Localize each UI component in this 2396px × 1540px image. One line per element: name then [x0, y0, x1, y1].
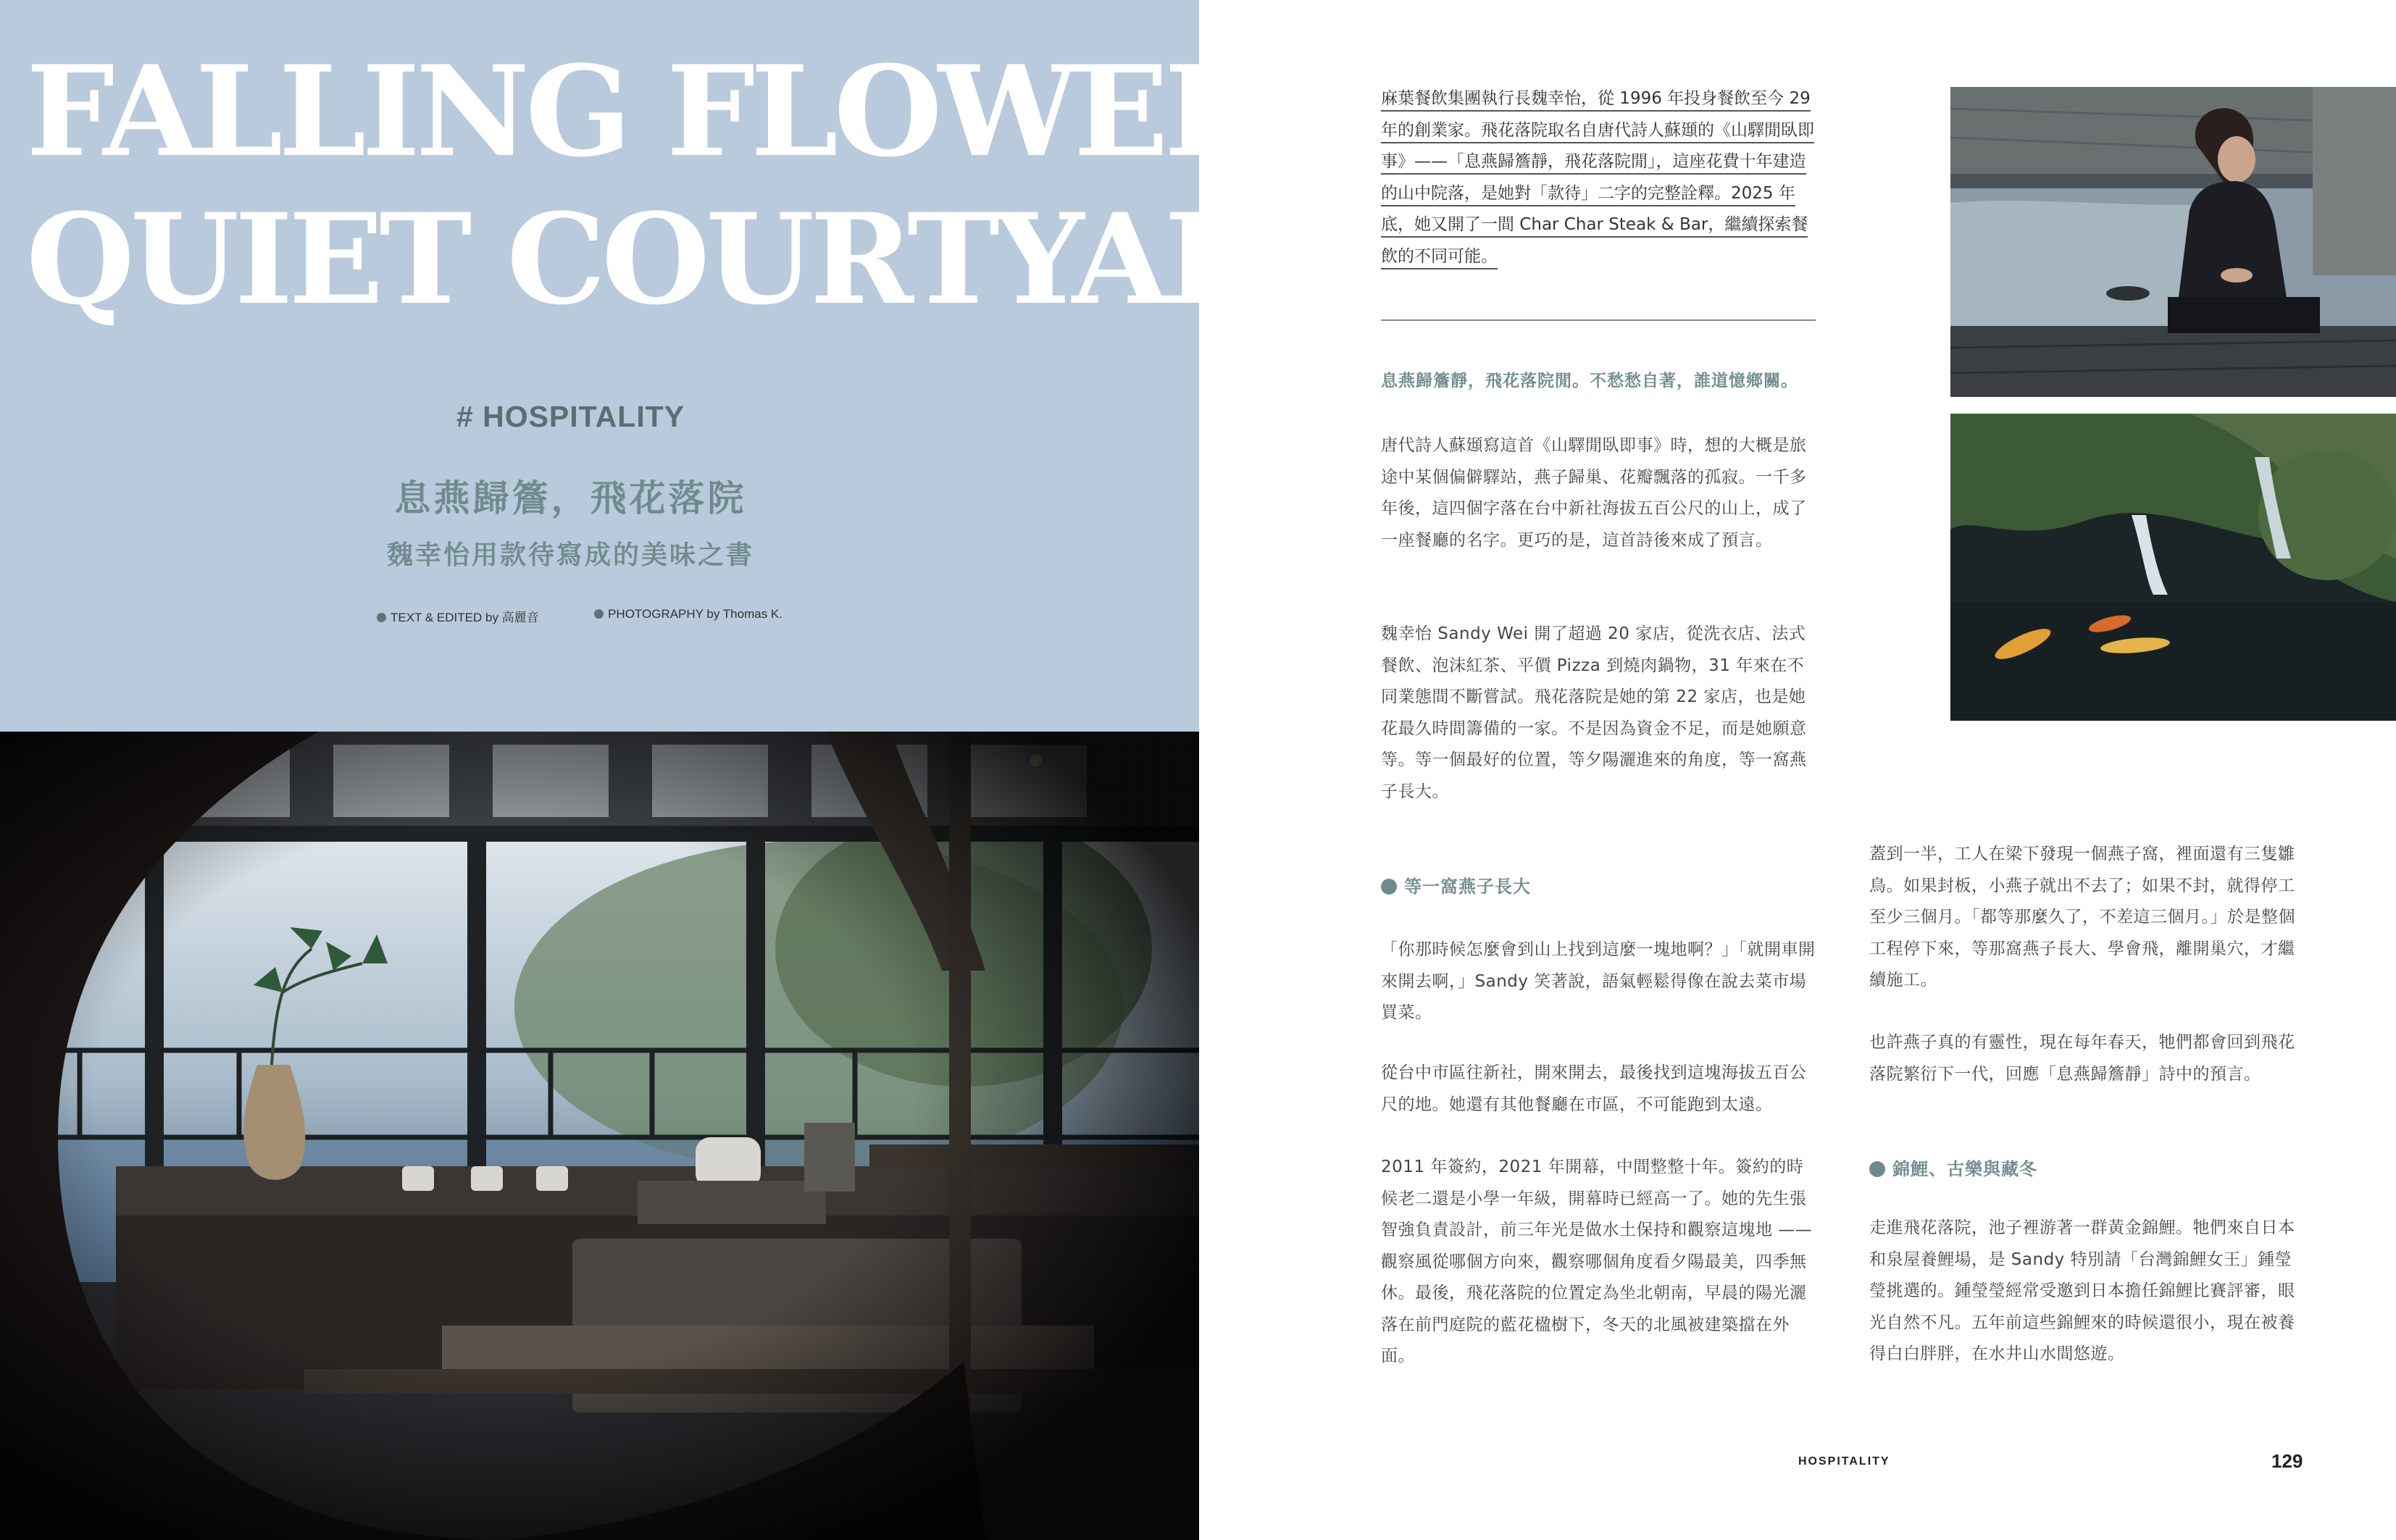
bullet-dot-icon [1869, 1161, 1885, 1177]
section-heading-swallows: 等一窩燕子長大 [1381, 872, 1531, 897]
koi-pond-photo [1950, 414, 2396, 721]
page-title [26, 38, 1384, 333]
body-paragraph-8: 走進飛花落院，池子裡游著一群黃金錦鯉。牠們來自日本和泉屋養鯉場，是 Sandy 特別請「台灣錦鯉女王」鍾瑩瑩挑選的。鍾瑩瑩經常受邀到日本擔任錦鯉比賽評審，眼光自然不凡。五年前這些錦鯉來的時候還很小，現在被養得白白胖胖，在水井山水間悠遊。 [1869, 1218, 2295, 1363]
bullet-dot-icon [1381, 879, 1397, 895]
credit-photo: PHOTOGRAPHY by Thomas K. [594, 607, 782, 625]
category-tag: # HOSPITALITY [456, 400, 685, 433]
body-paragraph-2: 魏幸怡 Sandy Wei 開了超過 20 家店，從洗衣店、法式餐飲、泡沫紅茶、平價 Pizza 到燒肉鍋物，31 年來在不同業態間不斷嘗試。飛花落院是她的第 22 家店，也是她花最久時間籌備的一家。不是因為資金不足，而是她願意等。等一個最好的位置，等夕陽灑進來的角度，等一窩燕子長大。 [1381, 624, 1807, 801]
divider [1381, 319, 1816, 321]
restaurant-interior-photo [0, 732, 1199, 1540]
portrait-photo [1950, 87, 2396, 397]
restaurant-interior-image [0, 732, 1199, 1540]
headline: 息燕歸簷，飛花落院 [394, 477, 747, 519]
subheadline: 魏幸怡用款待寫成的美味之書 [386, 540, 754, 570]
page-number: 129 [2271, 1450, 2303, 1472]
pull-quote: 息燕歸簷靜，飛花落院閒。不愁愁自著，誰道憶鄉關。 [1381, 372, 1798, 390]
body-paragraph-5: 2011 年簽約，2021 年開幕，中間整整十年。簽約的時候老二還是小學一年級，開幕時已經高一了。她的先生張智強負責設計，前三年光是做水土保持和觀察這塊地 —— 觀察風從哪個方向來，觀察哪個角度看夕陽最美，四季無休。最後，飛花落院的位置定為坐北朝南，早晨的陽光灑落在前門庭院的藍花楹樹下，冬天的北風被建築擋在外面。 [1381, 1158, 1813, 1365]
section-heading-koi: 錦鯉、古樂與藏冬 [1869, 1155, 2037, 1180]
body-paragraph-3: 「你那時候怎麼會到山上找到這麼一塊地啊？」「就開車開來開去啊，」Sandy 笑著說，語氣輕鬆得像在說去菜市場買菜。 [1381, 940, 1816, 1022]
body-paragraph-7: 也許燕子真的有靈性，現在每年春天，牠們都會回到飛花落院繁衍下一代，回應「息燕歸簷靜」詩中的預言。 [1869, 1033, 2295, 1084]
koi-pond-image [1950, 414, 2396, 721]
credit-text: TEXT & EDITED by 高麗音 [377, 607, 539, 625]
body-paragraph-6: 蓋到一半，工人在梁下發現一個燕子窩，裡面還有三隻雛鳥。如果封板，小燕子就出不去了；如果不封，就得停工至少三個月。「都等那麼久了，不差這三個月。」於是整個工程停下來，等那窩燕子長大、學會飛，離開巢穴，才繼續施工。 [1869, 845, 2295, 989]
credits [377, 607, 782, 625]
bullet-dot-icon [377, 613, 386, 622]
title-line-1: FALLING FLOWERS, [26, 38, 1384, 185]
right-page [1199, 0, 2396, 1540]
hero-title-block [0, 0, 1384, 732]
footer-section-label: HOSPITALITY [1798, 1455, 1890, 1468]
portrait-image [1950, 87, 2396, 397]
bullet-dot-icon [594, 609, 604, 619]
body-paragraph-1: 唐代詩人蘇頲寫這首《山驛閒臥即事》時，想的大概是旅途中某個偏僻驛站，燕子歸巢、花瓣飄落的孤寂。一千多年後，這四個字落在台中新社海拔五百公尺的山上，成了一座餐廳的名字。更巧的是，這首詩後來成了預言。 [1381, 436, 1807, 550]
body-paragraph-4: 從台中市區往新社，開來開去，最後找到這塊海拔五百公尺的地。她還有其他餐廳在市區，不可能跑到太遠。 [1381, 1063, 1807, 1114]
title-line-2: QUIET COURTYARD [26, 185, 1368, 332]
intro-paragraph: 麻葉餐飲集團執行長魏幸怡，從 1996 年投身餐飲至今 29 年的創業家。飛花落院取名自唐代詩人蘇頲的《山驛閒臥即事》——「息燕歸簷靜，飛花落院閒」，這座花費十年建造的山中院落，是她對「款待」二字的完整詮釋。2025 年底，她又開了一間 Char Char Steak & Bar，繼續探索餐飲的不同可能。 [1381, 83, 1816, 272]
